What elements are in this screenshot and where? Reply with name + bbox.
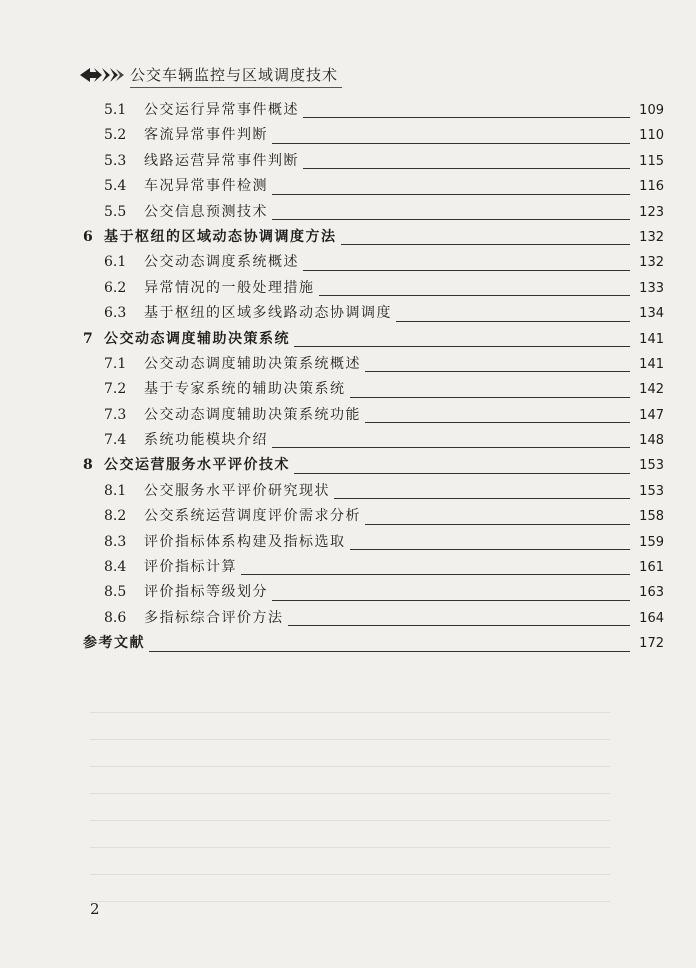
- toc-entry-title: 公交动态调度辅助决策系统概述: [144, 355, 361, 372]
- toc-entry-title: 公交信息预测技术: [144, 203, 268, 220]
- toc-entry-page: 142: [639, 382, 664, 398]
- toc-entry-page: 153: [639, 458, 664, 474]
- toc-entry-number: 6.3: [104, 305, 127, 322]
- toc-entry-number: 8.3: [104, 533, 127, 550]
- toc-section-entry[interactable]: [80, 580, 664, 605]
- toc-entry-title: 基于专家系统的辅助决策系统: [144, 381, 346, 398]
- toc-entry-page: 163: [639, 585, 664, 601]
- toc-entry-page: 116: [639, 179, 664, 195]
- toc-section-entry[interactable]: [80, 276, 664, 301]
- toc-entry-page: 141: [639, 331, 664, 347]
- toc-entry-page: 132: [639, 255, 664, 271]
- toc-section-entry[interactable]: [80, 428, 664, 453]
- toc-entry-page: 110: [639, 128, 664, 144]
- toc-section-entry[interactable]: [80, 250, 664, 275]
- toc-section-entry[interactable]: [80, 200, 664, 225]
- toc-entry-title: 公交运行异常事件概述: [144, 102, 299, 118]
- toc-section-entry[interactable]: [80, 504, 664, 529]
- toc-entry-page: 133: [639, 280, 664, 296]
- toc-leader-line: [365, 371, 630, 372]
- toc-entry-number: 5.4: [104, 178, 127, 195]
- toc-leader-line: [288, 625, 630, 626]
- header-title: 公交车辆监控与区域调度技术: [130, 66, 339, 84]
- toc-entry-number: 6.1: [104, 254, 127, 271]
- toc-entry-title: 客流异常事件判断: [144, 127, 268, 144]
- toc-leader-line: [272, 194, 630, 195]
- toc-leader-line: [303, 270, 630, 271]
- toc-leader-line: [365, 422, 630, 423]
- toc-entry-title: 线路运营异常事件判断: [144, 152, 299, 169]
- toc-leader-line: [272, 447, 630, 448]
- toc-section-entry[interactable]: [80, 403, 664, 428]
- toc-entry-page: 161: [639, 560, 664, 576]
- toc-entry-title: 多指标综合评价方法: [144, 609, 284, 626]
- toc-entry-title: 公交系统运营调度评价需求分析: [144, 508, 361, 525]
- toc-chapter-entry[interactable]: [80, 225, 664, 250]
- toc-entry-title: 公交动态调度系统概述: [144, 254, 299, 271]
- toc-entry-page: 147: [639, 407, 664, 423]
- toc-entry-title: 评价指标等级划分: [144, 584, 268, 601]
- header-rule: [130, 87, 342, 88]
- toc-section-entry[interactable]: [80, 149, 664, 174]
- toc-entry-number: 8: [83, 457, 93, 474]
- toc-references-entry[interactable]: [80, 631, 664, 656]
- chevron-arrows-icon: [80, 66, 126, 84]
- toc-entry-number: 7: [83, 330, 93, 347]
- toc-entry-number: 7.2: [104, 381, 127, 398]
- toc-entry-title: 参考文献: [83, 635, 145, 652]
- toc-section-entry[interactable]: [80, 530, 664, 555]
- toc-entry-number: 8.4: [104, 559, 127, 576]
- toc-entry-title: 公交服务水平评价研究现状: [144, 482, 330, 499]
- toc-entry-page: 109: [639, 103, 664, 118]
- toc-entry-page: 172: [639, 636, 664, 652]
- toc-leader-line: [294, 473, 630, 474]
- toc-leader-line: [241, 574, 630, 575]
- toc-entry-number: 5.1: [104, 102, 127, 118]
- toc-entry-number: 8.2: [104, 508, 127, 525]
- toc-entry-title: 公交运营服务水平评价技术: [104, 457, 290, 474]
- toc-section-entry[interactable]: [80, 352, 664, 377]
- table-of-contents: [80, 98, 664, 657]
- toc-section-entry[interactable]: [80, 606, 664, 631]
- toc-entry-page: 148: [639, 433, 664, 449]
- toc-entry-page: 115: [639, 153, 664, 169]
- toc-entry-page: 153: [639, 483, 664, 499]
- toc-entry-title: 基于枢纽的区域动态协调调度方法: [104, 228, 337, 245]
- toc-entry-page: 132: [639, 229, 664, 245]
- toc-leader-line: [350, 549, 630, 550]
- toc-leader-line: [272, 600, 630, 601]
- toc-section-entry[interactable]: [80, 479, 664, 504]
- toc-entry-page: 123: [639, 204, 664, 220]
- toc-leader-line: [365, 524, 630, 525]
- toc-entry-title: 车况异常事件检测: [144, 178, 268, 195]
- toc-entry-number: 5.2: [104, 127, 127, 144]
- reverse-page-bleed: [90, 690, 610, 906]
- toc-entry-number: 6.2: [104, 279, 127, 296]
- toc-entry-page: 158: [639, 509, 664, 525]
- toc-leader-line: [350, 397, 630, 398]
- toc-entry-page: 159: [639, 534, 664, 550]
- toc-chapter-entry[interactable]: [80, 453, 664, 478]
- toc-section-entry[interactable]: [80, 174, 664, 199]
- toc-entry-number: 8.1: [104, 482, 127, 499]
- page-number: 2: [90, 900, 100, 918]
- toc-entry-page: 141: [639, 356, 664, 372]
- toc-leader-line: [294, 346, 630, 347]
- toc-section-entry[interactable]: [80, 555, 664, 580]
- toc-leader-line: [303, 117, 630, 118]
- toc-entry-number: 7.1: [104, 355, 127, 372]
- toc-leader-line: [396, 321, 630, 322]
- toc-leader-line: [272, 219, 630, 220]
- toc-leader-line: [334, 498, 630, 499]
- toc-leader-line: [303, 168, 630, 169]
- toc-entry-title: 评价指标体系构建及指标选取: [144, 533, 346, 550]
- running-header: [80, 62, 342, 90]
- toc-entry-title: 评价指标计算: [144, 559, 237, 576]
- toc-leader-line: [319, 295, 630, 296]
- toc-entry-number: 6: [83, 228, 93, 245]
- toc-entry-number: 5.5: [104, 203, 127, 220]
- toc-entry-page: 164: [639, 610, 664, 626]
- toc-chapter-entry[interactable]: [80, 327, 664, 352]
- toc-entry-title: 异常情况的一般处理措施: [144, 279, 315, 296]
- toc-leader-line: [272, 143, 630, 144]
- toc-entry-title: 公交动态调度辅助决策系统: [104, 330, 290, 347]
- toc-entry-title: 基于枢纽的区域多线路动态协调调度: [144, 305, 392, 322]
- toc-entry-number: 5.3: [104, 152, 127, 169]
- toc-entry-number: 7.4: [104, 432, 127, 449]
- toc-entry-number: 8.5: [104, 584, 127, 601]
- toc-section-entry[interactable]: [80, 301, 664, 326]
- toc-entry-title: 系统功能模块介绍: [144, 432, 268, 449]
- toc-entry-title: 公交动态调度辅助决策系统功能: [144, 406, 361, 423]
- toc-entry-number: 8.6: [104, 609, 127, 626]
- toc-leader-line: [149, 651, 630, 652]
- toc-entry-page: 134: [639, 306, 664, 322]
- toc-leader-line: [341, 244, 630, 245]
- toc-section-entry[interactable]: [80, 377, 664, 402]
- toc-entry-number: 7.3: [104, 406, 127, 423]
- toc-section-entry[interactable]: [80, 98, 664, 123]
- toc-section-entry[interactable]: [80, 123, 664, 148]
